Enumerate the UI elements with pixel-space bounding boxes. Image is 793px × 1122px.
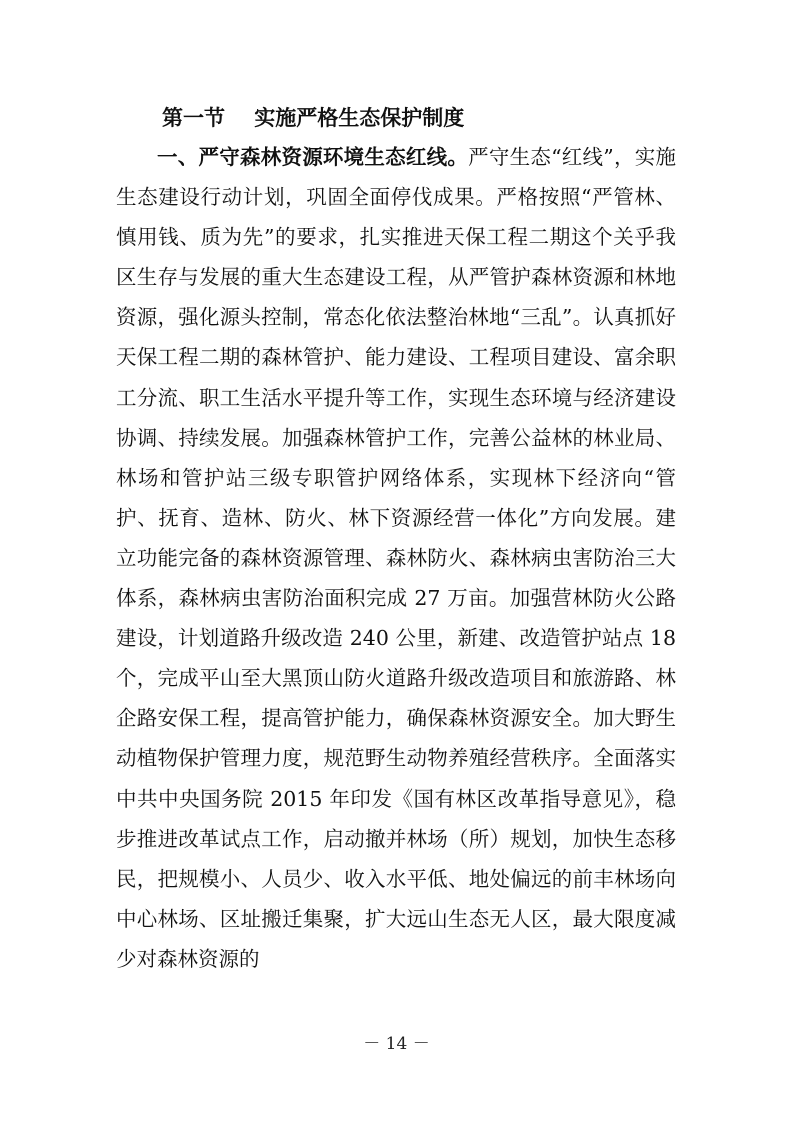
section-title: 第一节 实施严格生态保护制度	[162, 105, 465, 130]
body-paragraph	[116, 137, 676, 979]
paragraph-body-text: 严守生态“红线”，实施生态建设行动计划，巩固全面停伐成果。严格按照“严管林、慎用钱、质为先”的要求，扎实推进天保工程二期这个关乎我区生存与发展的重大生态建设工程，从严管护森林资源和林地资源，强化源头控制，常态化依法整治林地“三乱”。认真抓好天保工程二期的森林管护、能力建设、工程项目建设、富余职工分流、职工生活水平提升等工作，实现生态环境与经济建设协调、持续发展。加强森林管护工作，完善公益林的林业局、林场和管护站三级专职管护网络体系，实现林下经济向“管护、抚育、造林、防火、林下资源经营一体化”方向发展。建立功能完备的森林资源管理、森林防火、森林病虫害防治三大体系，森林病虫害防治面积完成 27 万亩。加强营林防火公路建设，计划道路升级改造 240 公里，新建、改造管护站点 18 个，完成平山至大黑顶山防火道路升级改造项目和旅游路、林企路安保工程，提高管护能力，确保森林资源安全。加大野生动植物保护管理力度，规范野生动物养殖经营秩序。全面落实中共中央国务院 2015 年印发《国有林区改革指导意见》，稳步推进改革试点工作，启动撤并林场（所）规划，加快生态移民，把规模小、人员少、收入水平低、地处偏远的前丰林场向中心林场、区址搬迁集聚，扩大远山生态无人区，最大限度减少对森林资源的	[116, 145, 676, 971]
page-number: － 14 －	[363, 1034, 430, 1054]
paragraph-lead-heading: 一、严守森林资源环境生态红线。	[157, 145, 469, 169]
